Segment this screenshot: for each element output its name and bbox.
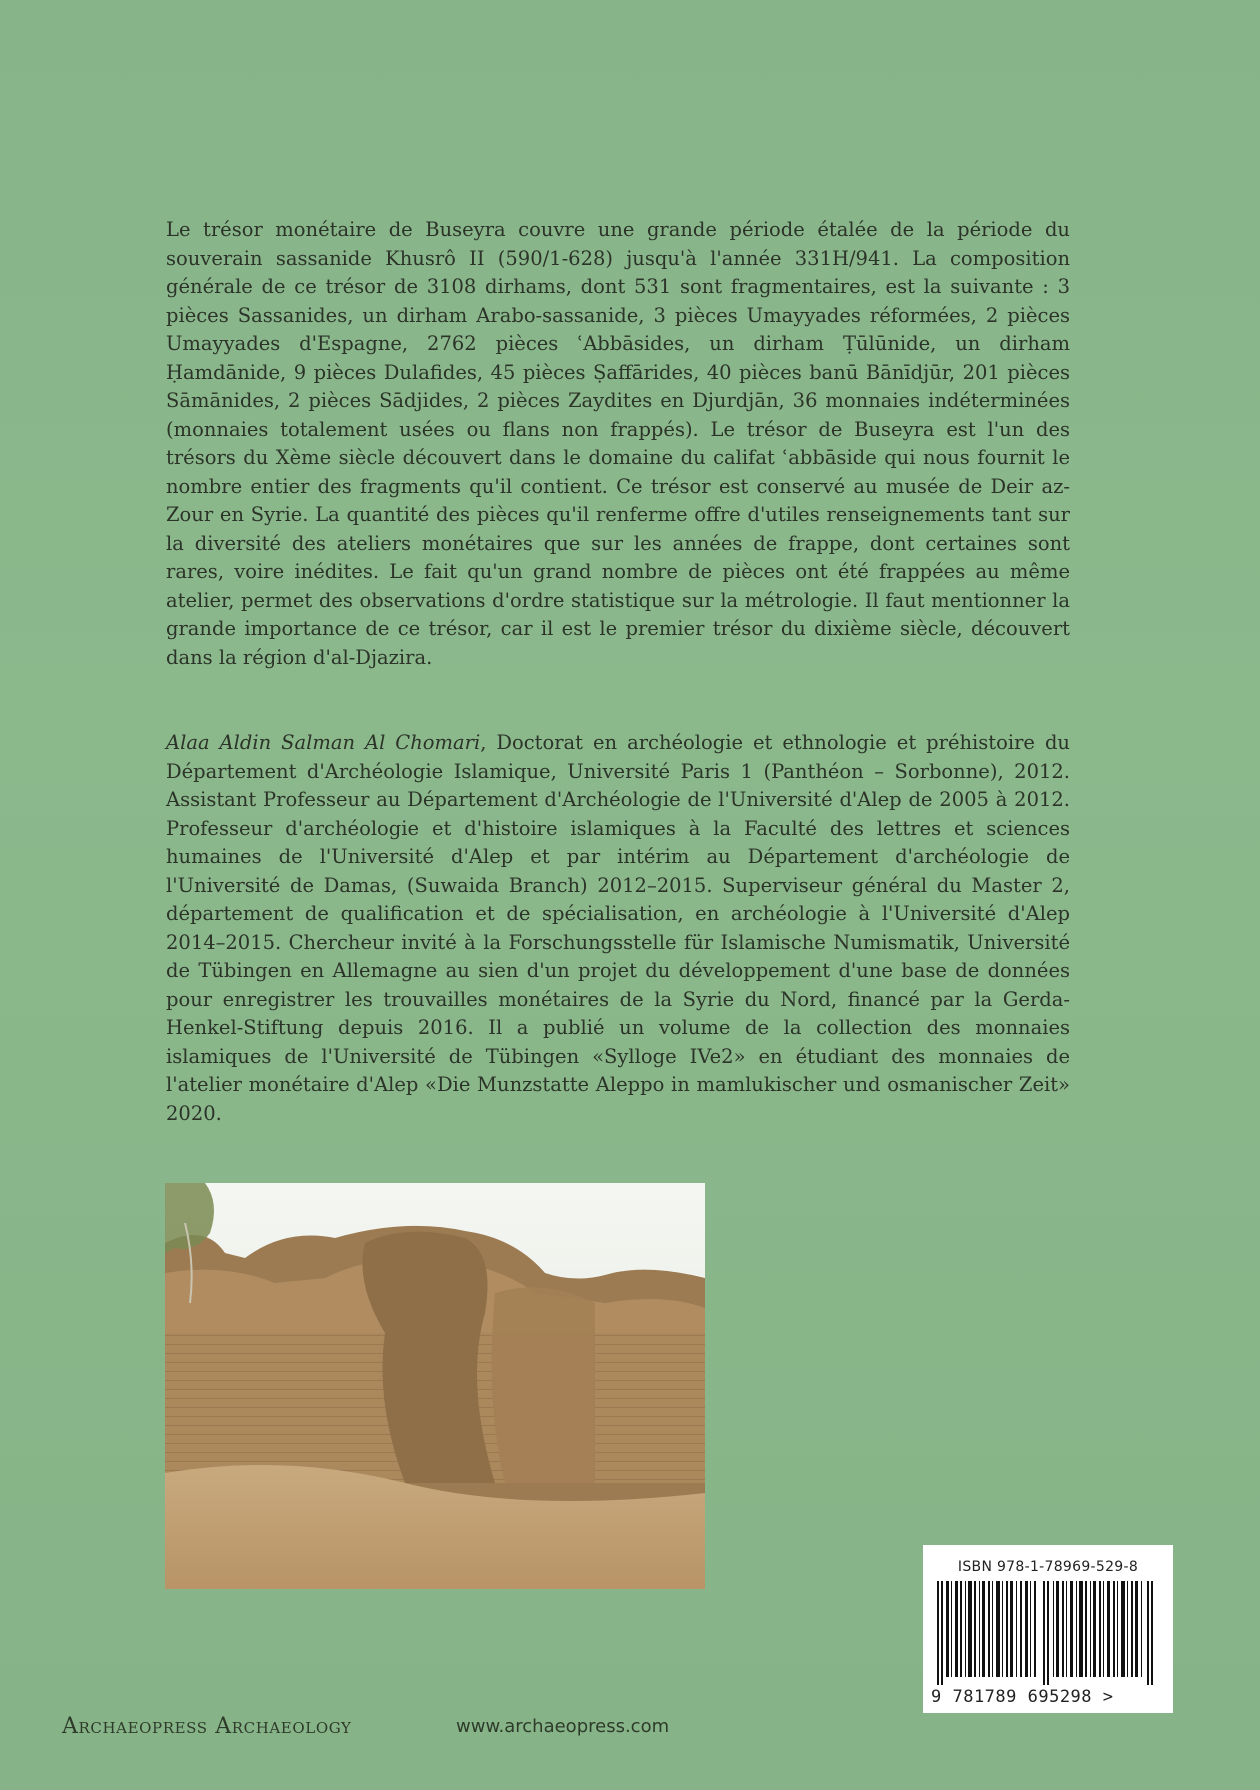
author-name: Alaa Aldin Salman Al Chomari [166, 731, 481, 754]
excavation-photo [165, 1183, 705, 1589]
summary-paragraph: Le trésor monétaire de Buseyra couvre une grande période étalée de la période du souverain sassanide Khusrô II (590/1-628) jusqu'à l'année 331H/941. La composition générale de ce trésor de 3108 dirhams, dont 531 sont fragmentaires, est la suivante : 3 pièces Sassanides, un dirham Arabo-sassanide, 3 pièces Umayyades réformées, 2 pièces Umayyades d'Espagne, 2762 pièces ʿAbbāsides, un dirham Ṭūlūnide, un dirham Ḥamdānide, 9 pièces Dulafides, 45 pièces Ṣaffārides, 40 pièces banū Bānīdjūr, 201 pièces Sāmānides, 2 pièces Sādjides, 2 pièces Zaydites en Djurdjān, 36 monnaies indéterminées (monnaies totalement usées ou flans non frappés). Le trésor de Buseyra est l'un des trésors du Xème siècle découvert dans le domaine du califat ʿabbāside qui nous fournit le nombre entier des fragments qu'il contient. Ce trésor est conservé au musée de Deir az-Zour en Syrie. La quantité des pièces qu'il renferme offre d'utiles renseignements tant sur la diversité des ateliers monétaires que sur les années de frappe, dont certaines sont rares, voire inédites. Le fait qu'un grand nombre de pièces ont été frappées au même atelier, permet des observations d'ordre statistique sur la métrologie. Il faut mentionner la grande importance de ce trésor, car il est le premier trésor du dixième siècle, découvert dans la région d'al-Djazira. [166, 218, 1070, 669]
isbn-barcode [923, 1545, 1173, 1713]
author-bio: , Doctorat en archéologie et ethnologie et préhistoire du Département d'Archéologie Islamique, Université Paris 1 (Panthéon – Sorbonne), 2012. Assistant Professeur au Département d'Archéologie de l'Université d'Alep de 2005 à 2012. Professeur d'archéologie et d'histoire islamiques à la Faculté des lettres et sciences humaines de l'Université d'Alep et par intérim au Département d'archéologie de l'Université de Damas, (Suwaida Branch) 2012–2015. Superviseur général du Master 2, département de qualification et de spécialisation, en archéologie à l'Université d'Alep 2014–2015. Chercheur invité à la Forschungsstelle für Islamische Numismatik, Université de Tübingen en Allemagne au sien d'un projet du développement d'une base de données pour enregistrer les trouvailles monétaires de la Syrie du Nord, financé par la Gerda-Henkel-Stiftung depuis 2016. Il a publié un volume de la collection des monnaies islamiques de l'Université de Tübingen «Sylloge IVe2» en étudiant des monnaies de l'atelier monétaire d'Alep «Die Munzstatte Aleppo in mamlukischer und osmanischer Zeit» 2020. [166, 731, 1070, 1125]
author-bio-paragraph [166, 729, 1070, 1128]
barcode-digits: 9 781789 695298 > [931, 1687, 1114, 1707]
mudbrick-ruins-image [165, 1183, 705, 1589]
barcode-bars [937, 1581, 1159, 1685]
publisher-website[interactable]: www.archaeopress.com [456, 1716, 670, 1737]
publisher-name: Archaeopress Archaeology [62, 1714, 352, 1739]
isbn-label: ISBN 978-1-78969-529-8 [957, 1559, 1139, 1575]
